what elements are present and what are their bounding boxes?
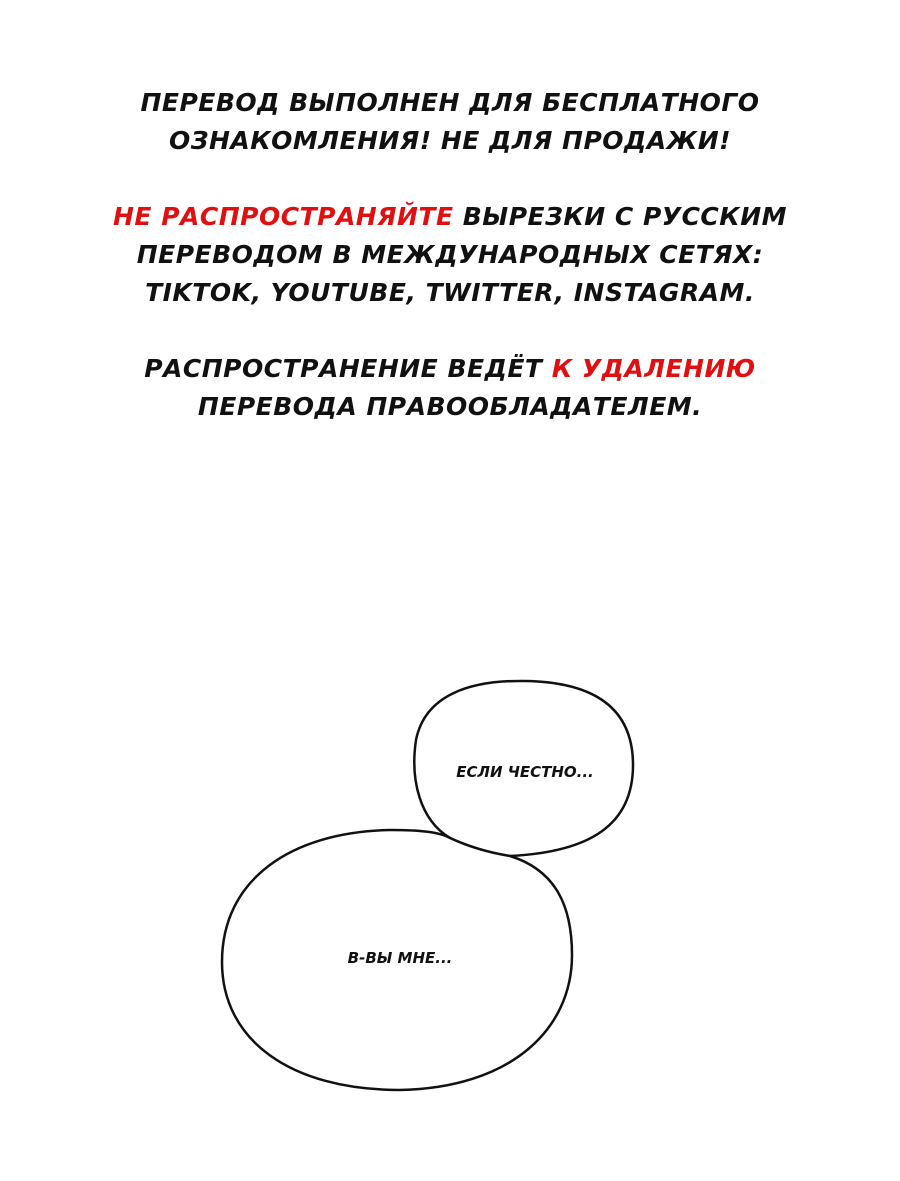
- notice-line-rest: ВЫРЕЗКИ С РУССКИМ: [453, 202, 787, 231]
- notice-line: ПЕРЕВОДОМ В МЕЖДУНАРОДНЫХ СЕТЯХ:: [136, 240, 764, 269]
- notice-line: TIKTOK, YOUTUBE, TWITTER, INSTAGRAM.: [145, 278, 755, 307]
- notice-line: ОЗНАКОМЛЕНИЯ! НЕ ДЛЯ ПРОДАЖИ!: [168, 126, 732, 155]
- notice-line: ПЕРЕВОД ВЫПОЛНЕН ДЛЯ БЕСПЛАТНОГО: [140, 88, 760, 117]
- speech-bubble-2-text: В-ВЫ МНЕ...: [347, 949, 453, 967]
- notice-line-start: РАСПРОСТРАНЕНИЕ ВЕДЁТ: [144, 354, 552, 383]
- notice-line: ПЕРЕВОДА ПРАВООБЛАДАТЕЛЕМ.: [197, 392, 703, 421]
- speech-bubble-1-text: ЕСЛИ ЧЕСТНО...: [456, 763, 594, 781]
- notice-warning-red: НЕ РАСПРОСТРАНЯЙТЕ: [113, 202, 454, 231]
- notice-warning-red: К УДАЛЕНИЮ: [551, 354, 756, 383]
